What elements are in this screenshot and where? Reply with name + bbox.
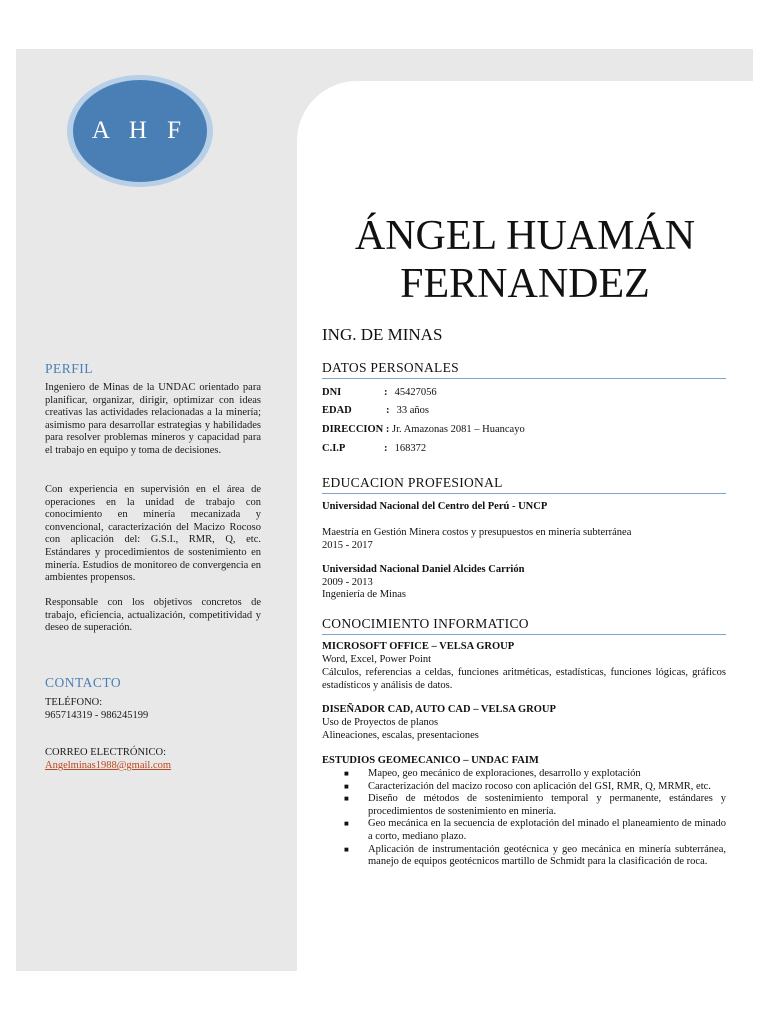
datos-heading: DATOS PERSONALES	[322, 360, 726, 379]
list-item-text: Aplicación de instrumentación geotécnica y geo mecánica en minería subterránea, manejo de equipos geotécnicos martillo de Schmidt para la clasificación de roca.	[368, 843, 726, 868]
email-link[interactable]: Angelminas1988@gmail.com	[45, 760, 172, 771]
list-item-text: Diseño de métodos de sostenimiento temporal y permanente, estándares y procedimientos de sostenimiento en minería.	[368, 793, 726, 817]
row-value: Jr. Amazonas 2081 – Huancayo	[392, 424, 525, 435]
row-label: C.I.P	[322, 443, 346, 454]
geo-title: ESTUDIOS GEOMECANICO – UNDAC FAIM	[322, 755, 539, 766]
row-value: 33 años	[396, 405, 429, 416]
row-label: EDAD	[322, 405, 352, 416]
geo-list	[322, 768, 726, 869]
list-item	[322, 768, 726, 781]
row-sep: :	[385, 424, 390, 435]
datos-row-edad	[322, 404, 429, 417]
bullet-icon: ■	[344, 844, 349, 854]
list-item-text: Caracterización del macizo rocoso con aplicación del GSI, RMR, Q, MRMR, etc.	[368, 780, 711, 792]
phone-number: 965714319 - 986245199	[45, 710, 149, 721]
row-label: DIRECCION	[322, 424, 384, 435]
cad-line-1: Uso de Proyectos de planos	[322, 717, 439, 728]
row-value: 45427056	[394, 387, 437, 398]
monogram: A H F	[73, 80, 207, 182]
perfil-paragraph-3: Responsable con los objetivos concretos de trabajo, eficiencia, actualización, competitividad y deseo de superación.	[45, 597, 261, 634]
list-item	[322, 844, 726, 869]
datos-row-cip	[322, 442, 426, 455]
datos-row-direccion	[322, 423, 525, 436]
bullet-icon: ■	[344, 769, 349, 778]
full-name: ÁNGEL HUAMÁN FERNANDEZ	[354, 213, 696, 307]
list-item-text: Geo mecánica en la secuencia de explotación del minado el planeamiento de minado a corto, mediano plazo.	[368, 818, 726, 842]
row-sep: :	[386, 405, 390, 416]
list-item	[322, 818, 726, 843]
bullet-icon: ■	[344, 794, 349, 804]
educacion-heading: EDUCACION PROFESIONAL	[322, 475, 726, 494]
bullet-icon: ■	[344, 781, 349, 791]
ms-office-title: MICROSOFT OFFICE – VELSA GROUP	[322, 641, 515, 652]
university-1-degree: Maestría en Gestión Minera costos y presupuestos en minería subterránea	[322, 527, 632, 538]
perfil-heading: PERFIL	[45, 361, 94, 376]
university-1: Universidad Nacional del Centro del Perú - UNCP	[322, 501, 548, 512]
informatico-heading: CONOCIMIENTO INFORMATICO	[322, 616, 726, 635]
row-label: DNI	[322, 387, 342, 398]
perfil-paragraph-1: Ingeniero de Minas de la UNDAC orientado para planificar, organizar, dirigir, optimizar con ideas creativas las actividades relacionadas a la minería; asimismo para desarrollar estrategias y habilidades para resolver problemas mineros y capacidad para el trabajo en equipo y toma de decisiones.	[45, 382, 261, 456]
list-item	[322, 793, 726, 818]
university-2: Universidad Nacional Daniel Alcides Carrión	[322, 564, 525, 575]
bullet-icon: ■	[344, 819, 349, 829]
row-sep: :	[384, 387, 388, 398]
university-2-years: 2009 - 2013	[322, 577, 373, 588]
cad-line-2: Alineaciones, escalas, presentaciones	[322, 730, 479, 741]
perfil-paragraph-2: Con experiencia en supervisión en el área de operaciones en la unidad de trabajo con conocimiento en minería mecanizada y convencional, caracterización del Macizo Rocoso con aplicación del: G.S.I., RMR, Q, etc. Estándares y procedimientos de sostenimiento en minería. Estudios de monitoreo de convergencia en ambientes propensos.	[45, 484, 261, 584]
university-2-degree: Ingeniería de Minas	[322, 589, 406, 600]
row-sep: :	[384, 443, 388, 454]
phone-label: TELÉFONO:	[45, 697, 103, 708]
contacto-heading: CONTACTO	[45, 675, 122, 690]
ms-office-line-1: Word, Excel, Power Point	[322, 654, 432, 665]
email-label: CORREO ELECTRÓNICO:	[45, 747, 167, 758]
list-item	[322, 781, 726, 794]
ms-office-line-2: Cálculos, referencias a celdas, funciones aritméticas, estadísticas, funciones lógicas, gráficos estadísticos y análisis de datos.	[322, 667, 726, 691]
university-1-years: 2015 - 2017	[322, 540, 373, 551]
list-item-text: Mapeo, geo mecánico de exploraciones, desarrollo y explotación	[368, 768, 641, 779]
datos-row-dni	[322, 386, 437, 399]
row-value: 168372	[394, 443, 427, 454]
job-title: ING. DE MINAS	[322, 325, 443, 344]
cad-title: DISEÑADOR CAD, AUTO CAD – VELSA GROUP	[322, 704, 556, 715]
